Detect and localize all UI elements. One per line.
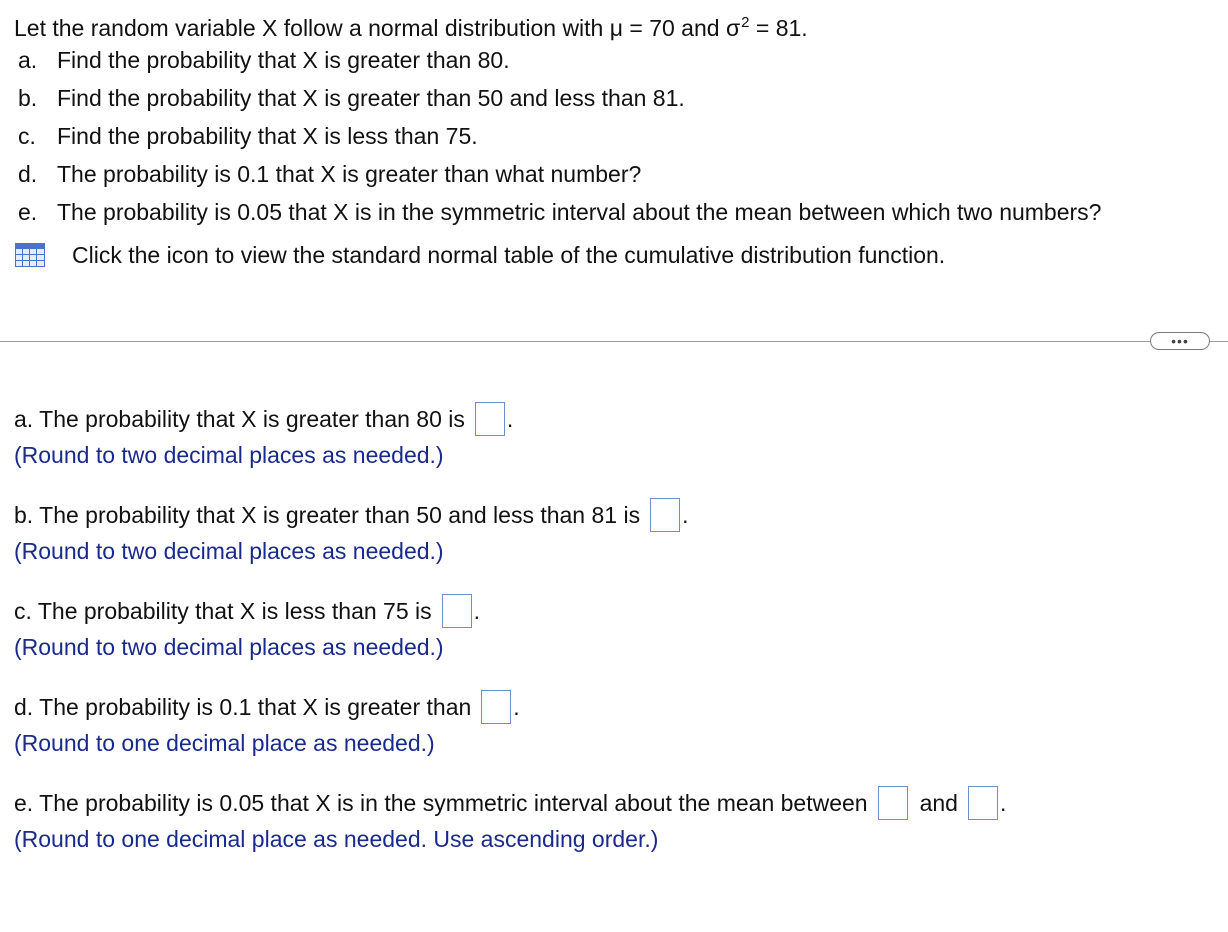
answer-b bbox=[14, 496, 1228, 568]
problem-stem bbox=[14, 6, 1228, 44]
answer-c-prompt: c. The probability that X is less than 75 is bbox=[14, 597, 432, 624]
answer-d-input[interactable] bbox=[481, 690, 511, 724]
answer-e-input-upper[interactable] bbox=[968, 786, 998, 820]
answer-a-period: . bbox=[506, 405, 514, 432]
stem-suffix: = 81. bbox=[749, 15, 808, 41]
answer-e-prompt: e. The probability is 0.05 that X is in the symmetric interval about the mean between bbox=[14, 789, 868, 816]
answer-d bbox=[14, 688, 1228, 760]
part-e: e. The probability is 0.05 that X is in the symmetric interval about the mean between which two numbers? bbox=[18, 199, 1102, 225]
answer-a bbox=[14, 400, 1228, 472]
part-b: b. Find the probability that X is greater than 50 and less than 81. bbox=[18, 85, 685, 111]
answer-e-hint: (Round to one decimal place as needed. Use ascending order.) bbox=[14, 826, 659, 852]
answer-b-prompt: b. The probability that X is greater than 50 and less than 81 is bbox=[14, 501, 641, 528]
answer-b-period: . bbox=[682, 501, 689, 528]
answer-a-prompt: a. The probability that X is greater than 80 is bbox=[14, 405, 465, 432]
table-grid-icon[interactable] bbox=[15, 243, 45, 267]
problem-parts bbox=[14, 44, 1228, 234]
answer-d-prompt: d. The probability is 0.1 that X is greater than bbox=[14, 693, 472, 720]
answer-b-hint: (Round to two decimal places as needed.) bbox=[14, 538, 444, 564]
normal-table-link[interactable] bbox=[14, 240, 1228, 270]
answer-c-period: . bbox=[473, 597, 481, 624]
stem-prefix: Let the random variable X follow a normal distribution with μ = 70 and σ bbox=[14, 15, 741, 41]
answer-e bbox=[14, 784, 1228, 856]
part-d: d. The probability is 0.1 that X is greater than what number? bbox=[18, 161, 642, 187]
answer-e-and: and bbox=[919, 789, 958, 816]
answer-c-hint: (Round to two decimal places as needed.) bbox=[14, 634, 444, 660]
answer-e-period: . bbox=[999, 789, 1007, 816]
answer-c-input[interactable] bbox=[442, 594, 472, 628]
answer-section bbox=[14, 400, 1228, 880]
answer-a-hint: (Round to two decimal places as needed.) bbox=[14, 442, 444, 468]
answer-b-input[interactable] bbox=[650, 498, 680, 532]
more-options-button[interactable]: ••• bbox=[1150, 332, 1210, 350]
answer-d-hint: (Round to one decimal place as needed.) bbox=[14, 730, 435, 756]
normal-table-link-text[interactable]: Click the icon to view the standard normal table of the cumulative distribution function. bbox=[72, 242, 946, 268]
part-a: a. Find the probability that X is greater than 80. bbox=[18, 47, 510, 73]
part-c: c. Find the probability that X is less than 75. bbox=[18, 123, 478, 149]
section-divider bbox=[0, 341, 1228, 342]
answer-a-input[interactable] bbox=[475, 402, 505, 436]
answer-c bbox=[14, 592, 1228, 664]
answer-d-period: . bbox=[513, 693, 520, 720]
problem-statement bbox=[14, 6, 1228, 270]
answer-e-input-lower[interactable] bbox=[878, 786, 908, 820]
stem-superscript: 2 bbox=[741, 14, 750, 31]
